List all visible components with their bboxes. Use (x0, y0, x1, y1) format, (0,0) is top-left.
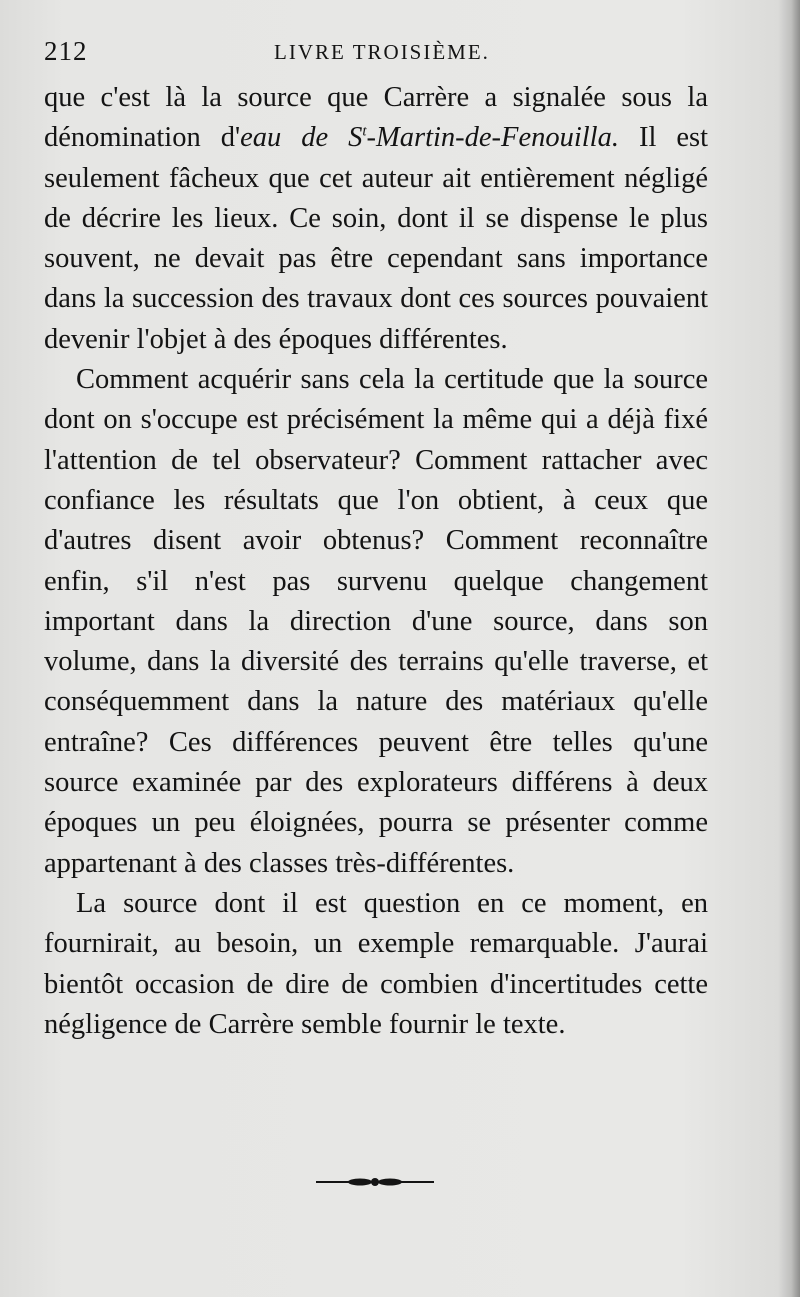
italic-place-name (240, 122, 619, 153)
paragraph-1-text-end: Il est seulement fâcheux que cet auteur ait entièrement négligé de décrire les lieux. Ce soin, dont il se dispense le plus souvent, ne devait pas être cependant sans importance dans la succession des travaux dont ces sources pouvaient devenir l'objet à des époques différentes. (44, 122, 708, 355)
end-ornament (316, 1176, 434, 1188)
paragraph-1 (44, 78, 708, 360)
superscript-abbrev: t (362, 123, 367, 140)
running-head: LIVRE TROISIÈME. (274, 40, 490, 64)
page-edge-shadow (778, 0, 800, 1297)
paragraph-3: La source dont il est question en ce moment, en fournirait, au besoin, un exemple remarquable. J'aurai bientôt occasion de dire de combien d'incertitudes cette négligence de Carrère semble fournir le texte. (44, 887, 708, 1040)
page-header (44, 36, 708, 72)
italic-place-name-end: -Martin-de-Fenouilla. (366, 122, 619, 154)
body-text (44, 78, 708, 1045)
page-number: 212 (44, 36, 88, 66)
paragraph-2: Comment acquérir sans cela la certitude que la source dont on s'occupe est précisément la même qui a déjà fixé l'attention de tel observateur? Comment rattacher avec confiance les résultats que l'on obtient, à ceux que d'autres disent avoir obtenus? Comment reconnaître enfin, s'il n'est pas survenu quelque changement important dans la direction d'une source, dans son volume, dans la diversité des terrains qu'elle traverse, et conséquemment dans la nature des matériaux qu'elle entraîne? Ces différences peuvent être telles qu'une source examinée par des explorateurs différens à deux époques un peu éloignées, pourra se présenter comme appartenant à des classes très-différentes. (44, 364, 708, 879)
italic-place-name-start: eau de S (240, 122, 363, 154)
paragraph-1-text-start: que c'est là la source que Carrère a signalée sous la dénomination d' (44, 82, 708, 154)
